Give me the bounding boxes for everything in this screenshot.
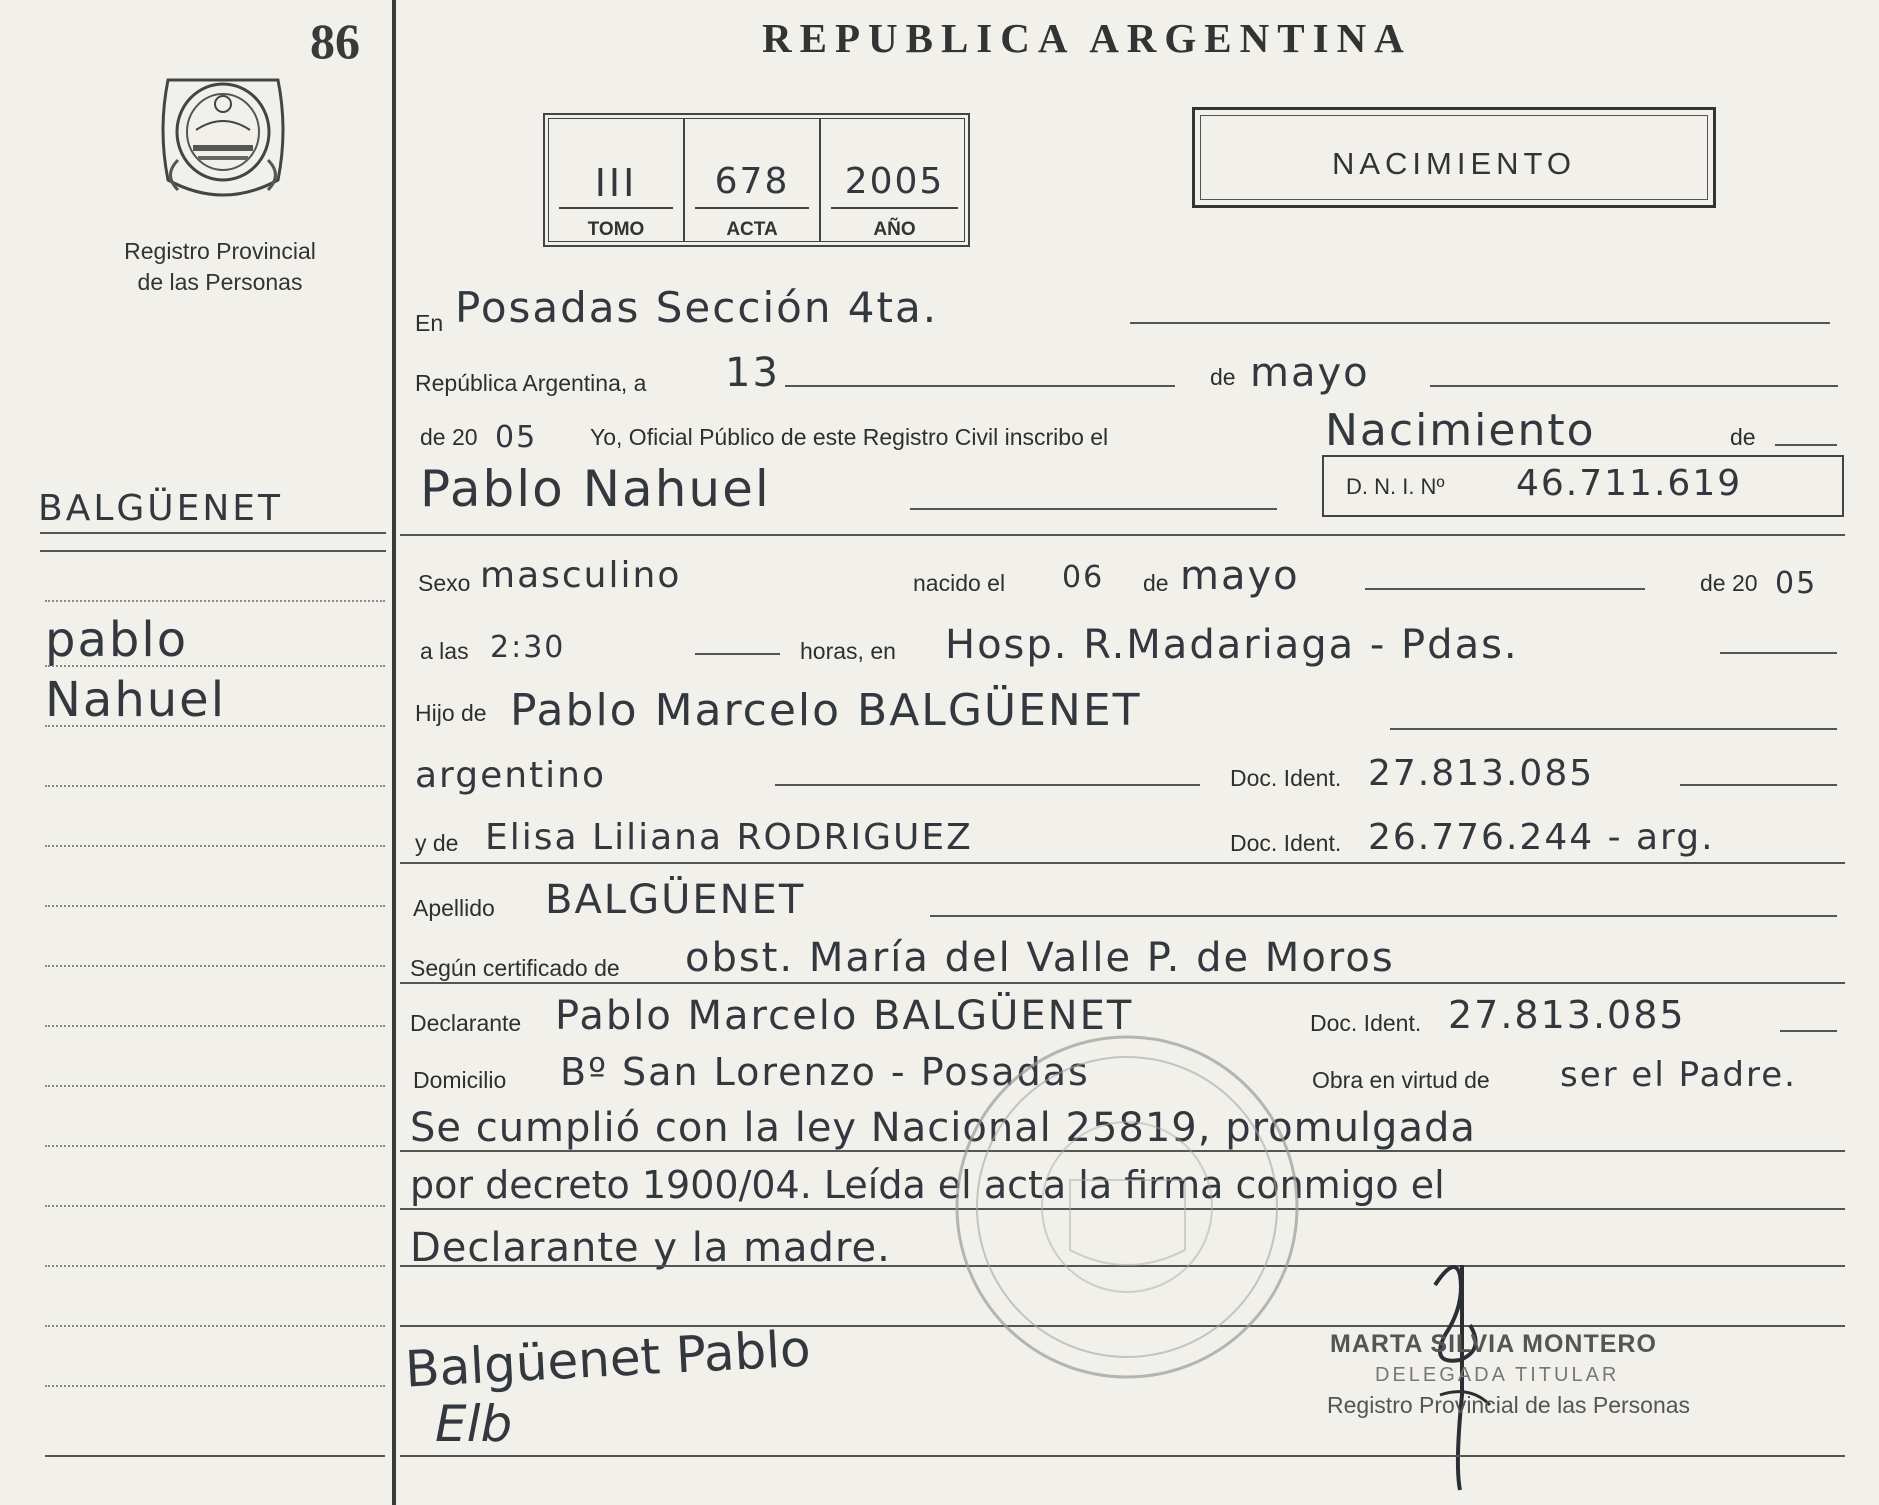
margin-dotted-line <box>45 665 385 667</box>
father-doc-label: Doc. Ident. <box>1230 765 1342 791</box>
segun-label: Según certificado de <box>410 955 620 981</box>
month-value: mayo <box>1250 350 1370 396</box>
sexo-label: Sexo <box>418 570 471 596</box>
acta-label: ACTA <box>726 219 778 240</box>
tomo-underline <box>559 207 673 209</box>
margin-given-name-2: Nahuel <box>45 672 227 728</box>
year-value: 05 <box>495 420 538 455</box>
declarante-doc-label: Doc. Ident. <box>1310 1010 1422 1036</box>
margin-dotted-line <box>45 905 385 907</box>
declarante-doc-line <box>1780 1030 1837 1032</box>
domicilio-value: Bº San Lorenzo - Posadas <box>560 1050 1090 1094</box>
child-name-line <box>910 508 1277 510</box>
margin-dotted-line <box>45 1145 385 1147</box>
apellido-line <box>930 915 1837 917</box>
nacido-label: nacido el <box>913 570 1006 596</box>
margin-bottom-rule <box>45 1455 385 1457</box>
acta-inner-frame <box>548 118 965 242</box>
inscribo-value: Nacimiento <box>1325 405 1596 456</box>
section-rule <box>400 982 1845 984</box>
ano-value: 2005 <box>844 161 945 202</box>
ano-underline <box>831 207 958 209</box>
act-type-label: NACIMIENTO <box>1331 146 1577 181</box>
birth-year-prefix: de 20 <box>1700 570 1758 596</box>
apellido-value: BALGÜENET <box>545 877 806 923</box>
time-value: 2:30 <box>490 630 566 665</box>
mother-doc-value: 26.776.244 - arg. <box>1368 817 1715 858</box>
dni-value: 46.711.619 <box>1516 463 1743 504</box>
domicilio-label: Domicilio <box>413 1067 507 1093</box>
margin-dotted-line <box>45 965 385 967</box>
father-name-line <box>1390 728 1837 730</box>
acta-underline <box>695 207 809 209</box>
margin-dotted-line <box>45 600 385 602</box>
margin-dotted-line <box>45 845 385 847</box>
ano-cell <box>821 119 968 241</box>
registry-office-line2: de las Personas <box>137 269 303 295</box>
horas-label: horas, en <box>800 638 896 664</box>
margin-dotted-line <box>45 1085 385 1087</box>
birth-year-value: 05 <box>1775 566 1818 601</box>
day-line <box>785 385 1175 387</box>
dni-box <box>1322 455 1844 517</box>
acta-cell <box>685 119 821 241</box>
child-name-value: Pablo Nahuel <box>420 460 771 518</box>
province-seal <box>148 60 298 210</box>
father-name-value: Pablo Marcelo BALGÜENET <box>510 685 1142 736</box>
ano-label: AÑO <box>873 219 916 240</box>
official-office: Registro Provincial de las Personas <box>1327 1392 1691 1418</box>
declarante-label: Declarante <box>410 1010 522 1036</box>
margin-dotted-line <box>45 1325 385 1327</box>
dni-label: D. N. I. Nº <box>1346 474 1445 499</box>
apellido-label: Apellido <box>413 895 495 921</box>
margin-dotted-line <box>45 1205 385 1207</box>
birth-month-line <box>1365 588 1645 590</box>
margin-dotted-line <box>45 1025 385 1027</box>
page-number: 86 <box>310 13 360 69</box>
section-rule <box>400 862 1845 864</box>
section-rule <box>400 534 1845 536</box>
official-name: MARTA SILVIA MONTERO <box>1330 1330 1657 1358</box>
declarant-signature: Balgüenet Pablo <box>403 1319 812 1399</box>
sexo-value: masculino <box>480 555 682 596</box>
a-las-label: a las <box>420 638 469 664</box>
registry-office <box>70 236 370 298</box>
observation-line-1: Se cumplió con la ley Nacional 25819, promulgada <box>410 1105 1476 1151</box>
margin-dotted-line <box>45 1385 385 1387</box>
hijo-label: Hijo de <box>415 700 487 726</box>
birth-day-value: 06 <box>1062 560 1105 595</box>
observation-line-3: Declarante y la madre. <box>410 1225 891 1271</box>
declarante-doc-value: 27.813.085 <box>1448 993 1686 1037</box>
inscribo-line <box>1775 444 1837 446</box>
month-de-label: de <box>1210 364 1236 390</box>
observation-line-2: por decreto 1900/04. Leída el acta la firma conmigo el <box>410 1163 1445 1207</box>
margin-dotted-line <box>45 725 385 727</box>
yo-oficial-text: Yo, Oficial Público de este Registro Civil inscribo el <box>590 424 1109 450</box>
tomo-value: III <box>594 161 638 205</box>
tomo-label: TOMO <box>587 219 645 240</box>
birth-month-value: mayo <box>1180 553 1300 599</box>
en-label: En <box>415 310 444 336</box>
obra-label: Obra en virtud de <box>1312 1067 1490 1093</box>
margin-rule <box>40 550 386 552</box>
margin-rule <box>40 532 386 534</box>
y-de-label: y de <box>415 830 459 856</box>
tomo-cell <box>549 119 685 241</box>
father-doc-line <box>1680 784 1837 786</box>
margin-dotted-line <box>45 785 385 787</box>
declarante-value: Pablo Marcelo BALGÜENET <box>555 993 1134 1039</box>
father-nationality-line <box>775 784 1200 786</box>
place-value: Hosp. R.Madariaga - Pdas. <box>945 622 1519 668</box>
act-type-box <box>1192 107 1716 208</box>
act-type-inner-frame <box>1200 115 1708 200</box>
registry-stamp-icon <box>950 1030 1305 1385</box>
father-nationality-value: argentino <box>415 755 607 796</box>
birth-de-label: de <box>1143 570 1169 596</box>
time-line <box>695 653 780 655</box>
official-role: DELEGADA TITULAR <box>1375 1364 1620 1386</box>
margin-given-name-1: pablo <box>45 612 189 668</box>
registry-office-line1: Registro Provincial <box>124 238 316 264</box>
acta-reference-box <box>543 113 970 247</box>
segun-value: obst. María del Valle P. de Moros <box>685 935 1395 981</box>
en-line <box>1130 322 1830 324</box>
margin-dotted-line <box>45 1265 385 1267</box>
place-line <box>1720 652 1837 654</box>
republica-label: República Argentina, a <box>415 370 647 396</box>
year-prefix: de 20 <box>420 424 478 450</box>
country-title: REPUBLICA ARGENTINA <box>762 15 1412 61</box>
inscribo-de-label: de <box>1730 424 1756 450</box>
mother-doc-label: Doc. Ident. <box>1230 830 1342 856</box>
en-value: Posadas Sección 4ta. <box>455 283 939 332</box>
province-seal-icon <box>148 60 298 210</box>
second-signature: Elb <box>435 1395 513 1453</box>
acta-value: 678 <box>714 161 790 202</box>
obra-value: ser el Padre. <box>1560 1055 1797 1095</box>
mother-name-value: Elisa Liliana RODRIGUEZ <box>485 817 973 858</box>
month-line <box>1430 385 1838 387</box>
page-divider <box>392 0 396 1505</box>
bottom-rule <box>400 1455 1845 1457</box>
day-value: 13 <box>725 350 780 396</box>
margin-surname: BALGÜENET <box>38 488 284 529</box>
father-doc-value: 27.813.085 <box>1368 753 1595 794</box>
